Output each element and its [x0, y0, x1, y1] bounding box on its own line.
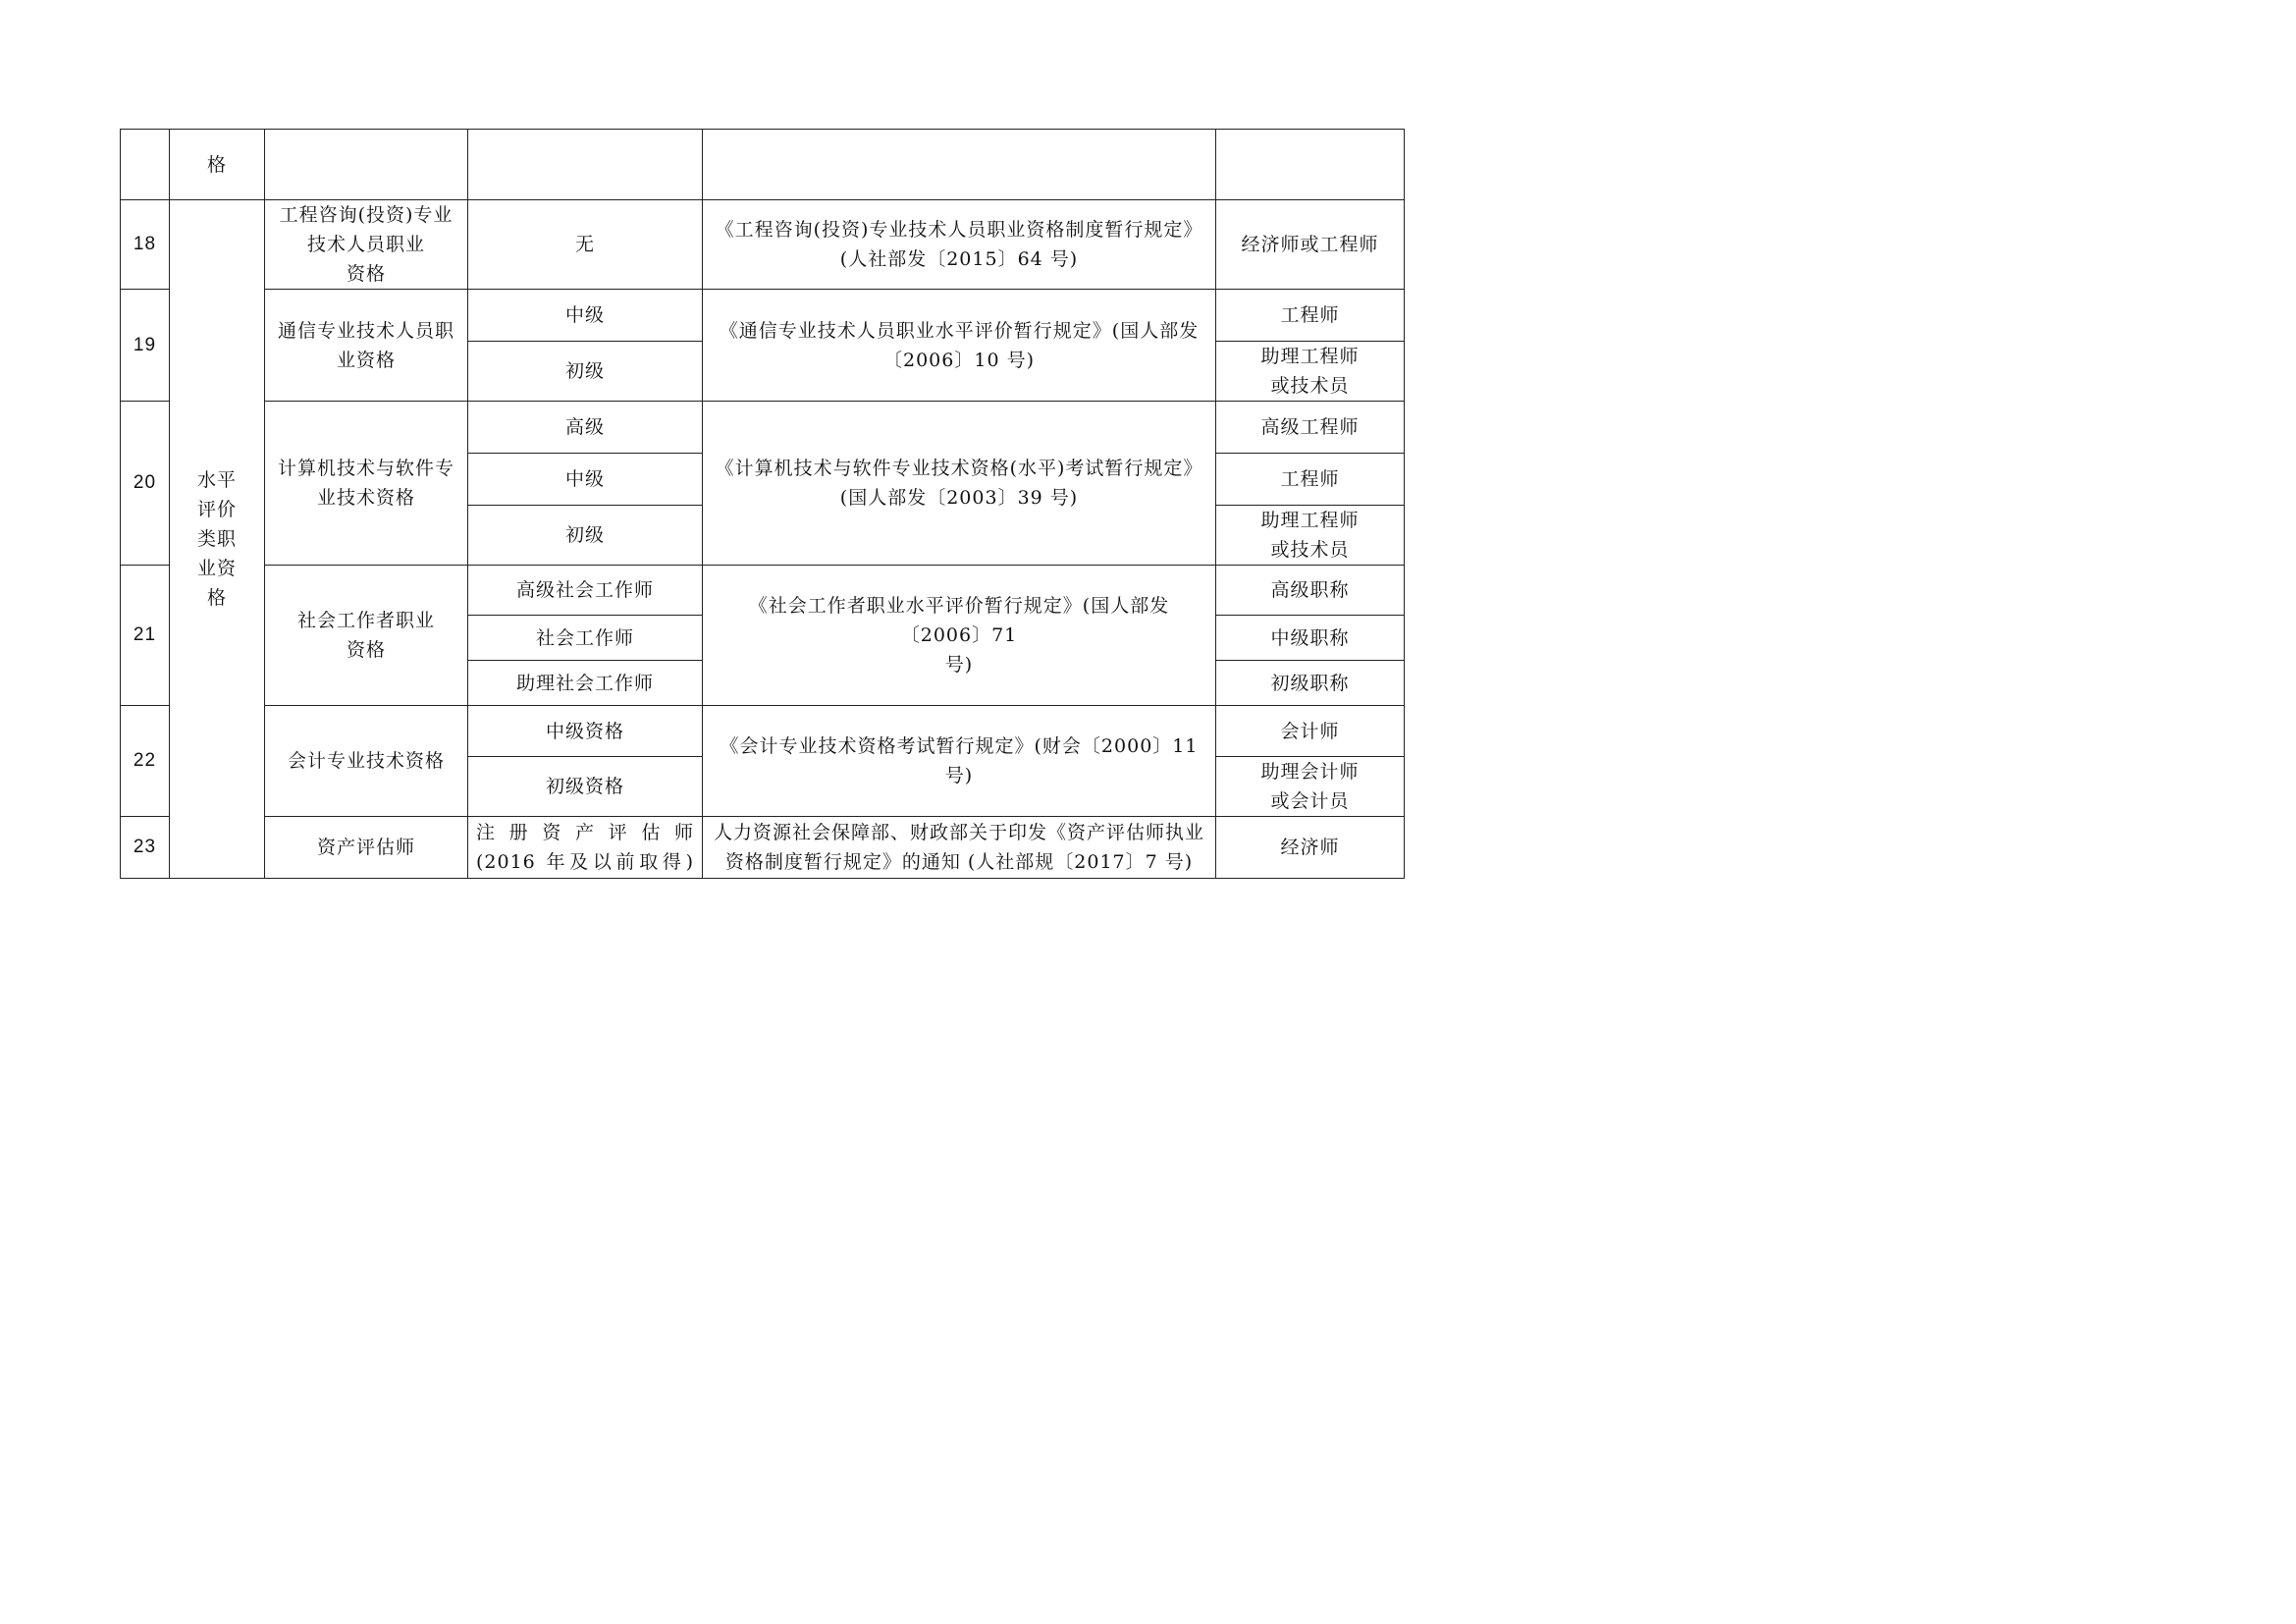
policy-basis [703, 566, 1216, 706]
qualification-level [468, 817, 703, 879]
basis-line: 《工程咨询(投资)专业技术人员职业资格制度暂行规定》 [715, 219, 1203, 241]
equivalent-title [1216, 566, 1405, 616]
name-line: 会计专业技术资格 [287, 750, 445, 772]
row-number: 23 [121, 817, 170, 879]
equivalent-title [1216, 616, 1405, 661]
table-row-22 [121, 706, 1405, 757]
name-line: 通信专业技术人员职 [277, 319, 454, 342]
qualification-name [265, 290, 468, 402]
qualification-level: 无 [468, 200, 703, 290]
name-line: 资格 [346, 639, 386, 661]
equivalent-title [1216, 402, 1405, 454]
category-label-line: 水平 [196, 469, 237, 491]
title-line: 或技术员 [1270, 375, 1350, 397]
title-line: 助理工程师 [1260, 510, 1360, 531]
basis-line: 《通信专业技术人员职业水平评价暂行规定》(国人部发 [719, 319, 1200, 342]
policy-basis [703, 402, 1216, 566]
basis-line: 《会计专业技术资格考试暂行规定》(财会〔2000〕11 号) [720, 735, 1199, 786]
equivalent-title [1216, 661, 1405, 706]
name-line: 资产评估师 [316, 837, 415, 858]
basis-line: 《社会工作者职业水平评价暂行规定》(国人部发〔2006〕71 [748, 595, 1170, 646]
qualification-level: 高级 [468, 402, 703, 454]
title-cell [1216, 130, 1405, 200]
title-line: 高级职称 [1270, 579, 1350, 601]
row-number: 20 [121, 402, 170, 566]
no-cell [121, 130, 170, 200]
equivalent-title [1216, 706, 1405, 757]
title-line: 工程师 [1280, 468, 1340, 490]
equivalent-title [1216, 290, 1405, 342]
policy-basis [703, 706, 1216, 817]
name-line: 资格 [346, 263, 386, 285]
row-number: 21 [121, 566, 170, 706]
qualification-level: 初级 [468, 342, 703, 402]
name-line: 社会工作者职业 [296, 610, 435, 631]
qualification-level: 中级 [468, 454, 703, 506]
title-line: 高级工程师 [1260, 416, 1360, 438]
name-line: 技术人员职业 [306, 234, 425, 255]
title-line: 会计师 [1280, 720, 1340, 742]
table-row-20 [121, 402, 1405, 454]
equivalent-title [1216, 454, 1405, 506]
title-line: 工程师 [1280, 304, 1340, 326]
level-cell [468, 130, 703, 200]
basis-line: 《计算机技术与软件专业技术资格(水平)考试暂行规定》 [715, 458, 1203, 479]
title-line: 或技术员 [1270, 539, 1350, 561]
qualification-name [265, 200, 468, 290]
table-row-19 [121, 290, 1405, 342]
basis-line: (人社部发〔2015〕64 号) [839, 248, 1079, 270]
policy-basis [703, 290, 1216, 402]
equivalent-title: 经济师或工程师 [1216, 200, 1405, 290]
row-number: 18 [121, 200, 170, 290]
basis-line: 〔2006〕10 号) [883, 349, 1035, 371]
equivalent-title [1216, 506, 1405, 566]
category-cell [170, 200, 265, 879]
qualification-name [265, 402, 468, 566]
name-line: 业资格 [336, 349, 396, 371]
name-line: 业技术资格 [316, 487, 415, 509]
name-line: 计算机技术与软件专 [277, 458, 454, 479]
category-label-line: 类职 [196, 528, 237, 550]
equivalent-title: 经济师 [1216, 817, 1405, 879]
equivalent-title [1216, 757, 1405, 817]
table-row-18 [121, 200, 1405, 290]
name-line: 工程咨询(投资)专业 [279, 204, 454, 226]
basis-line: (国人部发〔2003〕39 号) [839, 487, 1079, 509]
table-row-21 [121, 566, 1405, 616]
qualification-level: 高级社会工作师 [468, 566, 703, 616]
title-line: 初级职称 [1270, 672, 1350, 694]
qualification-name [265, 817, 468, 879]
category-label-line: 评价 [196, 499, 237, 520]
category-tail-cell: 格 [170, 130, 265, 200]
qualification-level: 中级资格 [468, 706, 703, 757]
basis-line: 号) [944, 654, 974, 676]
basis-line: 人力资源社会保障部、财政部关于印发《资产评估师执业 [713, 822, 1204, 843]
qualification-level: 中级 [468, 290, 703, 342]
equivalent-title [1216, 342, 1405, 402]
table-row-23 [121, 817, 1405, 879]
basis-line: 资格制度暂行规定》的通知 (人社部规〔2017〕7 号) [724, 851, 1194, 873]
qualification-level: 初级资格 [468, 757, 703, 817]
title-line: 或会计员 [1270, 790, 1350, 812]
row-number: 19 [121, 290, 170, 402]
category-label-line: 业资 [196, 558, 237, 579]
policy-basis [703, 817, 1216, 879]
title-line: 助理工程师 [1260, 346, 1360, 367]
table-row-continued [121, 130, 1405, 200]
qualification-level: 助理社会工作师 [468, 661, 703, 706]
name-cell [265, 130, 468, 200]
level-line: (2016 年及以前取得) [476, 851, 694, 873]
qualification-table [120, 129, 1405, 879]
title-line: 助理会计师 [1260, 761, 1360, 783]
qualification-name [265, 566, 468, 706]
qualification-level: 社会工作师 [468, 616, 703, 661]
basis-cell [703, 130, 1216, 200]
title-line: 中级职称 [1270, 626, 1350, 649]
category-label-line: 格 [206, 587, 227, 609]
qualification-level: 初级 [468, 506, 703, 566]
qualification-name [265, 706, 468, 817]
level-line: 注册资产评估师 [476, 822, 694, 843]
row-number: 22 [121, 706, 170, 817]
policy-basis [703, 200, 1216, 290]
